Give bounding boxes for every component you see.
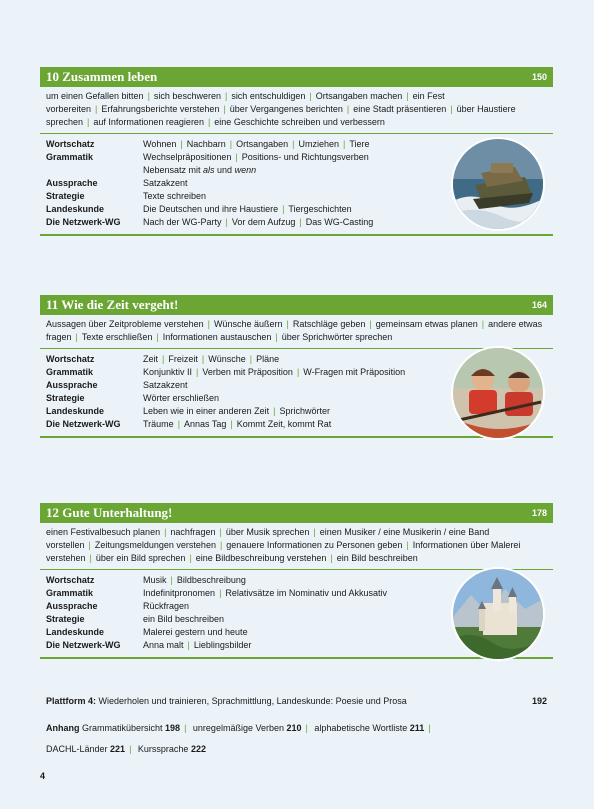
detail-row-value — [143, 613, 433, 626]
detail-item: Satzakzent — [143, 380, 188, 390]
detail-row-value — [143, 626, 433, 639]
detail-item: Vor dem Aufzug — [231, 217, 296, 227]
detail-item: Ortsangaben — [236, 139, 289, 149]
detail-item: Umziehen — [298, 139, 339, 149]
detail-item: Träume — [143, 419, 174, 429]
unit-page-number: 178 — [531, 508, 547, 518]
separator: | — [330, 553, 333, 563]
plattform-text: Wiederholen und trainieren, Sprachmittlung, Landeskunde: Poesie und Prosa — [98, 696, 407, 706]
detail-row-label: Grammatik — [46, 588, 94, 598]
unit-body — [40, 315, 553, 438]
separator: | — [235, 152, 238, 162]
goal-item: Zeitungsmeldungen verstehen — [94, 540, 216, 550]
separator: | — [286, 319, 289, 329]
goal-item: über Sprichwörter sprechen — [281, 332, 393, 342]
goal-item: sich beschweren — [153, 91, 221, 101]
unit-details — [40, 134, 553, 234]
detail-item: Wünsche — [208, 354, 246, 364]
detail-item: Tiergeschichten — [288, 204, 352, 214]
anhang-item-label: alphabetische Wortliste — [311, 723, 410, 733]
detail-row-label: Grammatik — [46, 152, 94, 162]
separator: | — [184, 723, 187, 733]
anhang-item-label: Grammatikübersicht — [82, 723, 166, 733]
detail-item: Annas Tag — [184, 419, 227, 429]
detail-item: Anna malt — [143, 640, 184, 650]
separator: | — [273, 406, 276, 416]
goal-item: eine Bildbeschreibung verstehen — [195, 553, 327, 563]
separator: | — [219, 527, 222, 537]
unit-title: 12 Gute Unterhaltung! — [46, 505, 173, 520]
detail-item: ein Bild beschreiben — [143, 614, 225, 624]
detail-row-value — [143, 177, 433, 190]
goal-item: gemeinsam etwas planen — [375, 319, 478, 329]
goal-item: Ortsangaben machen — [315, 91, 403, 101]
separator: | — [346, 104, 350, 114]
separator: | — [296, 367, 300, 377]
detail-item: Relativsätze im Nominativ und Akkusativ — [225, 588, 387, 598]
goal-item: Texte erschließen — [81, 332, 153, 342]
anhang-line-2 — [46, 743, 206, 756]
detail-row-label: Landeskunde — [46, 627, 105, 637]
separator: | — [180, 139, 183, 149]
separator: | — [249, 354, 253, 364]
castle-photo — [451, 567, 545, 661]
separator: | — [406, 540, 409, 550]
detail-item: Malerei gestern und heute — [143, 627, 248, 637]
detail-row-label: Wortschatz — [46, 139, 95, 149]
separator: | — [428, 723, 431, 733]
detail-row-label: Aussprache — [46, 178, 98, 188]
detail-item: Indefinitpronomen — [143, 588, 216, 598]
goal-item: Informationen austauschen — [162, 332, 272, 342]
anhang-line-1 — [46, 722, 435, 735]
plattform-line — [46, 695, 547, 708]
detail-row-label: Die Netzwerk-WG — [46, 419, 121, 429]
unit-11 — [40, 295, 553, 438]
separator: | — [207, 117, 211, 127]
canoe-photo — [451, 346, 545, 440]
unit-12 — [40, 503, 553, 659]
detail-row-label: Landeskunde — [46, 406, 105, 416]
detail-item: Nach der WG-Party — [143, 217, 222, 227]
separator: | — [299, 217, 302, 227]
detail-item: Pläne — [256, 354, 280, 364]
plattform-label: Plattform 4: — [46, 696, 97, 706]
detail-row-value — [143, 405, 433, 418]
separator: | — [162, 354, 165, 364]
unit-10 — [40, 67, 553, 236]
separator: | — [189, 553, 192, 563]
detail-row-label: Strategie — [46, 393, 85, 403]
anhang-item-page: 210 — [286, 723, 302, 733]
separator: | — [313, 527, 316, 537]
goal-item: genauere Informationen zu Personen geben — [226, 540, 403, 550]
anhang-item-page: 221 — [110, 744, 126, 754]
detail-item: Zeit — [143, 354, 159, 364]
unit-goals — [40, 315, 553, 349]
goal-item: auf Informationen reagieren — [93, 117, 204, 127]
separator: | — [187, 640, 190, 650]
detail-row-label: Grammatik — [46, 367, 94, 377]
detail-item: Leben wie in einer anderen Zeit — [143, 406, 270, 416]
separator: | — [219, 588, 222, 598]
detail-row-label: Landeskunde — [46, 204, 105, 214]
goal-item: andere etwas fragen — [46, 319, 543, 342]
goal-item: nachfragen — [170, 527, 216, 537]
goal-item: Aussagen über Zeitprobleme verstehen — [46, 319, 204, 329]
separator: | — [229, 139, 233, 149]
detail-row-label: Aussprache — [46, 380, 98, 390]
detail-item: Bildbeschreibung — [176, 575, 246, 585]
separator: | — [224, 91, 228, 101]
detail-row-value — [143, 600, 433, 613]
detail-row-value — [143, 587, 433, 600]
goal-item: über Musik sprechen — [225, 527, 310, 537]
goal-item: Erfahrungsberichte verstehen — [101, 104, 220, 114]
detail-item: Lieblingsbilder — [193, 640, 252, 650]
detail-row-value — [143, 574, 433, 587]
detail-item: Kommt Zeit, kommt Rat — [236, 419, 332, 429]
detail-item: W-Fragen mit Präposition — [303, 367, 406, 377]
detail-item: Wohnen — [143, 139, 177, 149]
detail-row-label: Strategie — [46, 191, 85, 201]
detail-row-value — [143, 418, 433, 431]
goal-item: ein Bild beschreiben — [336, 553, 418, 563]
goal-item: einen Musiker / eine Musikerin / eine Band vorstellen — [46, 527, 490, 550]
detail-row-label: Wortschatz — [46, 354, 95, 364]
separator: | — [275, 332, 278, 342]
detail-item: Freizeit — [168, 354, 198, 364]
separator: | — [164, 527, 167, 537]
unit-header — [40, 503, 553, 523]
unit-body — [40, 87, 553, 236]
goal-item: Wünsche äußern — [213, 319, 283, 329]
goal-item: eine Stadt präsentieren — [353, 104, 447, 114]
detail-item: Wechselpräpositionen — [143, 152, 232, 162]
detail-row-value — [143, 392, 433, 405]
separator: | — [89, 553, 92, 563]
detail-row-label: Die Netzwerk-WG — [46, 640, 121, 650]
separator: | — [147, 91, 150, 101]
detail-row-label: Aussprache — [46, 601, 98, 611]
goal-item: über Haustiere sprechen — [46, 104, 516, 127]
separator: | — [219, 540, 223, 550]
detail-item: Verben mit Präposition — [202, 367, 293, 377]
unit-details — [40, 349, 553, 436]
unit-goals — [40, 523, 553, 570]
separator: | — [87, 117, 90, 127]
anhang-item-page: 222 — [190, 744, 206, 754]
anhang-item-page: 198 — [165, 723, 181, 733]
detail-item: Sprichwörter — [279, 406, 330, 416]
detail-row-value — [143, 203, 433, 216]
detail-item: Texte schreiben — [143, 191, 207, 201]
separator: | — [223, 104, 226, 114]
anhang-item-label: DACHL-Länder — [46, 744, 111, 754]
anhang-label: Anhang — [46, 723, 80, 733]
separator: | — [230, 419, 233, 429]
separator: | — [170, 575, 173, 585]
unit-details — [40, 570, 553, 657]
detail-item: Wörter erschließen — [143, 393, 220, 403]
unit-page-number: 150 — [531, 72, 547, 82]
separator: | — [369, 319, 372, 329]
detail-row-value — [143, 639, 433, 652]
detail-item: Positions- und Richtungsverben — [241, 152, 369, 162]
detail-row-value — [143, 366, 433, 379]
detail-row-value — [143, 216, 433, 229]
separator: | — [129, 744, 132, 754]
goal-item: eine Geschichte schreiben und verbessern — [214, 117, 385, 127]
unit-title: 11 Wie die Zeit vergeht! — [46, 297, 179, 312]
goal-item: Ratschläge geben — [292, 319, 366, 329]
detail-item: Nebensatz mit als und wenn — [143, 165, 257, 175]
goal-item: einen Festivalbesuch planen — [46, 527, 161, 537]
detail-item: Musik — [143, 575, 167, 585]
unit-header — [40, 295, 553, 315]
unit-title: 10 Zusammen leben — [46, 69, 158, 84]
detail-item: Nachbarn — [186, 139, 226, 149]
detail-row-value — [143, 164, 433, 177]
separator: | — [177, 419, 181, 429]
detail-row-label: Strategie — [46, 614, 85, 624]
anhang-items — [82, 723, 435, 733]
detail-item: Satzakzent — [143, 178, 188, 188]
separator: | — [156, 332, 159, 342]
goal-item: ein Fest vorbereiten — [46, 91, 445, 114]
separator: | — [196, 367, 199, 377]
detail-row-label — [46, 164, 143, 177]
separator: | — [95, 104, 98, 114]
separator: | — [207, 319, 210, 329]
separator: | — [225, 217, 228, 227]
detail-item: Konjunktiv II — [143, 367, 193, 377]
detail-row-value — [143, 151, 433, 164]
separator: | — [481, 319, 485, 329]
goal-item: sich entschuldigen — [231, 91, 306, 101]
unit-page-number: 164 — [531, 300, 547, 310]
page-number: 4 — [40, 771, 46, 781]
separator: | — [282, 204, 285, 214]
anhang-item-page: 211 — [409, 723, 425, 733]
goal-item: über Vergangenes berichten — [229, 104, 343, 114]
unit-body — [40, 523, 553, 659]
separator: | — [309, 91, 312, 101]
separator: | — [406, 91, 409, 101]
separator: | — [450, 104, 453, 114]
anhang-item-label: unregelmäßige Verben — [190, 723, 287, 733]
detail-row-value — [143, 353, 433, 366]
detail-row-label: Wortschatz — [46, 575, 95, 585]
separator: | — [292, 139, 295, 149]
detail-row-label: Die Netzwerk-WG — [46, 217, 121, 227]
goal-item: über ein Bild sprechen — [95, 553, 186, 563]
anhang-item-label: Kurssprache — [135, 744, 191, 754]
detail-item: Rückfragen — [143, 601, 190, 611]
unit-header — [40, 67, 553, 87]
detail-item: Die Deutschen und ihre Haustiere — [143, 204, 279, 214]
anhang-items — [46, 744, 206, 754]
separator: | — [201, 354, 205, 364]
goal-item: Informationen über Malerei verstehen — [46, 540, 521, 563]
separator: | — [343, 139, 346, 149]
detail-item: Das WG-Casting — [305, 217, 374, 227]
unit-goals — [40, 87, 553, 134]
detail-row-value — [143, 379, 433, 392]
houseboat-photo — [451, 137, 545, 231]
plattform-page-number: 192 — [531, 696, 547, 706]
separator: | — [305, 723, 308, 733]
separator: | — [88, 540, 91, 550]
detail-item: Tiere — [349, 139, 370, 149]
detail-row-value — [143, 190, 433, 203]
separator: | — [75, 332, 78, 342]
goal-item: um einen Gefallen bitten — [46, 91, 144, 101]
detail-row-value — [143, 138, 433, 151]
